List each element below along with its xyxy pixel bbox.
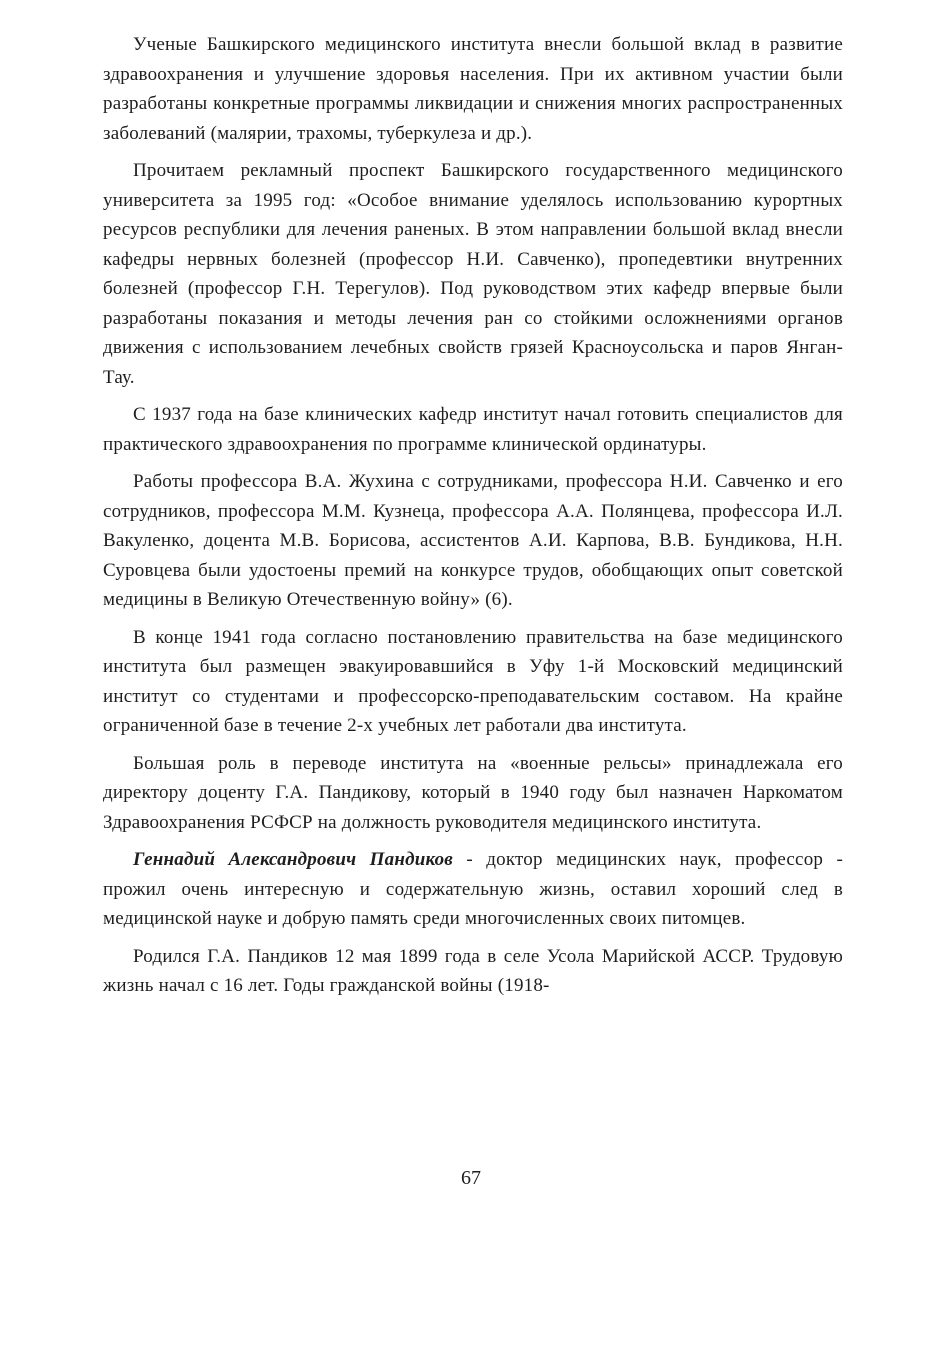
bio-text: - доктор медицинских наук, профессор - прожил очень интересную и содержательную жизнь, оставил хороший след в медицинской науке и добрую память среди многочисленных своих питомцев. (103, 849, 844, 929)
paragraph-2: Прочитаем рекламный проспект Башкирского государственного медицинского университета за 1995 год: «Особое внимание уделялось использованию курортных ресурсов республики для лечения раненых. В этом направлении большой вклад внесли кафедры нервных болезней (профессор Н.И. Савченко), пропедевтики внутренних болезней (профессор Г.Н. Терегулов). Под руководством этих кафедр впервые были разработаны показания и методы лечения ран со стойкими осложнениями органов движения с использованием лечебных свойств грязей Красноусольска и паров Янган-Тау. (103, 160, 843, 388)
page-number: 67 (461, 1167, 481, 1189)
paragraph-6: Большая роль в переводе института на «военные рельсы» принадлежала его директору доценту Г.А. Пандикову, который в 1940 году был назначен Наркоматом Здравоохранения РСФСР на должность руководителя медицинского института. (103, 752, 843, 833)
paragraph-1: Ученые Башкирского медицинского института внесли большой вклад в развитие здравоохранения и улучшение здоровья населения. При их активном участии были разработаны конкретные программы ликвидации и снижения многих распространенных заболеваний (малярии, трахомы, туберкулеза и др.). (103, 34, 843, 144)
paragraph-bio (103, 845, 843, 934)
paragraph-5: В конце 1941 года согласно постановлению правительства на базе медицинского института был размещен эвакуировавшийся в Уфу 1-й Московский медицинский институт со студентами и профессорско-преподавательским составом. На крайне ограниченной базе в течение 2-х учебных лет работали два института. (103, 626, 843, 736)
paragraph-last: Родился Г.А. Пандиков 12 мая 1899 года в селе Усола Марийской АССР. Трудовую жизнь начал с 16 лет. Годы гражданской войны (1918- (103, 945, 843, 996)
person-name: Геннадий Александрович Пандиков (133, 849, 453, 870)
page-body (103, 30, 843, 1009)
paragraph-3: С 1937 года на базе клинических кафедр институт начал готовить специалистов для практического здравоохранения по программе клинической ординатуры. (103, 404, 843, 455)
paragraph-4: Работы профессора В.А. Жухина с сотрудниками, профессора Н.И. Савченко и его сотрудников, профессора М.М. Кузнеца, профессора А.А. Полянцева, профессора И.Л. Вакуленко, доцента М.В. Борисова, ассистентов А.И. Карпова, В.В. Бундикова, Н.Н. Суровцева были удостоены премий на конкурсе трудов, обобщающих опыт советской медицины в Великую Отечественную войну» (6). (103, 471, 843, 610)
